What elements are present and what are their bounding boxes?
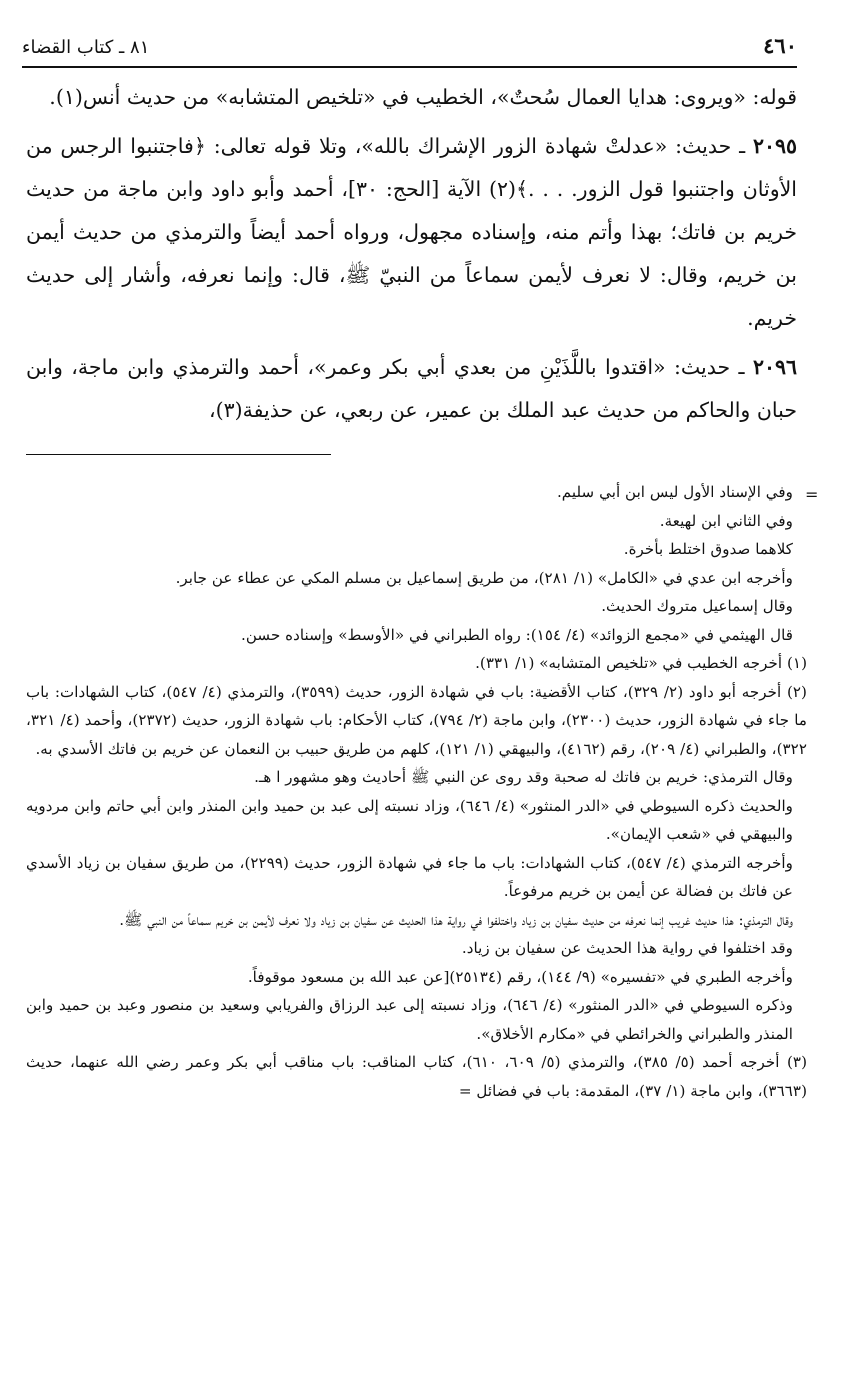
hadith-text: ـ حديث: «عدلتْ شهادة الزور الإشراك بالله»، وتلا قوله تعالى: ﴿فاجتنبوا الرجس من الأوثان واجتنبوا قول الزور. . . .﴾(٢) الآية [الحج: ٣٠]، أحمد وأبو داود وابن ماجة من حديث خريم بن فاتك؛ بهذا وأتم منه، وإسناده مجهول، ورواه أحمد أيضاً والترمذي من حديث أيمن بن خريم، وقال: لا نعرف لأيمن سماعاً من النبيّ ﷺ، قال: وإنما نعرفه، وأشار إلى حديث خريم. — [26, 134, 797, 330]
footnote-line: وأخرجه الترمذي (٤/ ٥٤٧)، كتاب الشهادات: باب ما جاء في شهادة الزور، حديث (٢٢٩٩)، من طريق سفيان بن زياد الأسدي عن فاتك بن فضالة عن أيمن بن خريم مرفوعاً. — [26, 853, 793, 900]
footnote-line: وقد اختلفوا في رواية هذا الحديث عن سفيان بن زياد. — [461, 939, 793, 957]
hadith-2095 — [26, 125, 797, 340]
footnote-line: قال الهيثمي في «مجمع الزوائد» (٤/ ١٥٤): رواه الطبراني في «الأوسط» وإسناده حسن. — [241, 625, 793, 644]
hadith-number: ٢٠٩٦ — [752, 355, 797, 379]
footnote-line: كلاهما صدوق اختلط بأخرة. — [623, 540, 793, 558]
chapter-title: ٨١ ـ كتاب القضاء — [22, 37, 150, 58]
footnotes — [26, 478, 807, 1105]
footnote-separator — [26, 454, 331, 455]
footnote-line: وفي الإسناد الأول ليس ابن أبي سليم. — [556, 483, 793, 501]
footnote-line: وذكره السيوطي في «الدر المنثور» (٤/ ٦٤٦)، وزاد نسبته إلى عبد الرزاق والفريابي وسعيد بن منصور وعبد بن حميد وابن المنذر والطبراني والخرائطي في «مكارم الأخلاق». — [26, 996, 793, 1043]
hadith-number: ٢٠٩٥ — [752, 134, 797, 158]
footnote-line: وفي الثاني ابن لهيعة. — [659, 511, 793, 530]
footnote-line: وأخرجه الطبري في «تفسيره» (٩/ ١٤٤)، رقم (٢٥١٣٤)[عن عبد الله بن مسعود موقوفاً. — [247, 967, 793, 986]
main-text — [26, 76, 797, 438]
paragraph-intro: قوله: «ويروى: هدايا العمال سُحتٌ»، الخطيب في «تلخيص المتشابه» من حديث أنس(١). — [49, 85, 797, 109]
page-number: ٤٦٠ — [763, 33, 797, 58]
hadith-text: ـ حديث: «اقتدوا باللَّذَيْنِ من بعدي أبي بكر وعمر»، أحمد والترمذي وابن ماجة، وابن حبان والحاكم من حديث عبد الملك بن عمير، عن ربعي، عن حذيفة(٣)، — [26, 355, 797, 422]
hadith-2096 — [26, 346, 797, 432]
footnote-1: (١) أخرجه الخطيب في «تلخيص المتشابه» (١/ ٣٣١). — [475, 654, 807, 672]
footnote-2: (٢) أخرجه أبو داود (٢/ ٣٢٩)، كتاب الأقضية: باب في شهادة الزور، حديث (٣٥٩٩)، والترمذي (٤/ ٥٤٧)، كتاب الشهادات: باب ما جاء في شهادة الزور، حديث (٢٣٠٠)، وابن ماجة (٢/ ٧٩٤)، كتاب الأحكام: باب شهادة الزور، حديث (٢٣٧٢)، وأحمد (٤/ ٣٢١، ٣٢٢)، والطبراني (٤/ ٢٠٩)، رقم (٤١٦٢)، والبيهقي (١/ ١٢١)، كلهم من طريق حبيب بن النعمان عن خريم بن فاتك الأسدي به. — [26, 682, 808, 758]
footnote-3: (٣) أخرجه أحمد (٥/ ٣٨٥)، والترمذي (٥/ ٦٠٩، ٦١٠)، كتاب المناقب: باب مناقب أبي بكر وعمر رضي الله عنهما، حديث (٣٦٦٣)، وابن ماجة (١/ ٣٧)، المقدمة: باب في فضائل = — [26, 1053, 807, 1100]
footnote-line: وأخرجه ابن عدي في «الكامل» (١/ ٢٨١)، من طريق إسماعيل بن مسلم المكي عن عطاء عن جابر. — [175, 568, 793, 587]
footnote-line: وقال الترمذي: خريم بن فاتك له صحبة وقد روى عن النبي ﷺ أحاديث وهو مشهور ا هـ. — [254, 768, 793, 786]
footnote-line: وقال الترمذي: هذا حديث غريب إنما نعرفه من حديث سفيان بن زياد واختلفوا في رواية هذا الحديث عن سفيان بن زياد ولا نعرف لأيمن بن خريم سماعاً من النبي ﷺ. — [119, 910, 793, 929]
continuation-marker: = — [805, 485, 819, 504]
header-divider — [22, 66, 797, 68]
page-header — [22, 33, 797, 63]
footnote-line: والحديث ذكره السيوطي في «الدر المنثور» (٤/ ٦٤٦)، وزاد نسبته إلى عبد بن حميد وابن المنذر وابن أبي حاتم وابن مردويه والبيهقي في «شعب الإيمان». — [26, 796, 793, 843]
footnote-line: وقال إسماعيل متروك الحديث. — [601, 597, 793, 615]
